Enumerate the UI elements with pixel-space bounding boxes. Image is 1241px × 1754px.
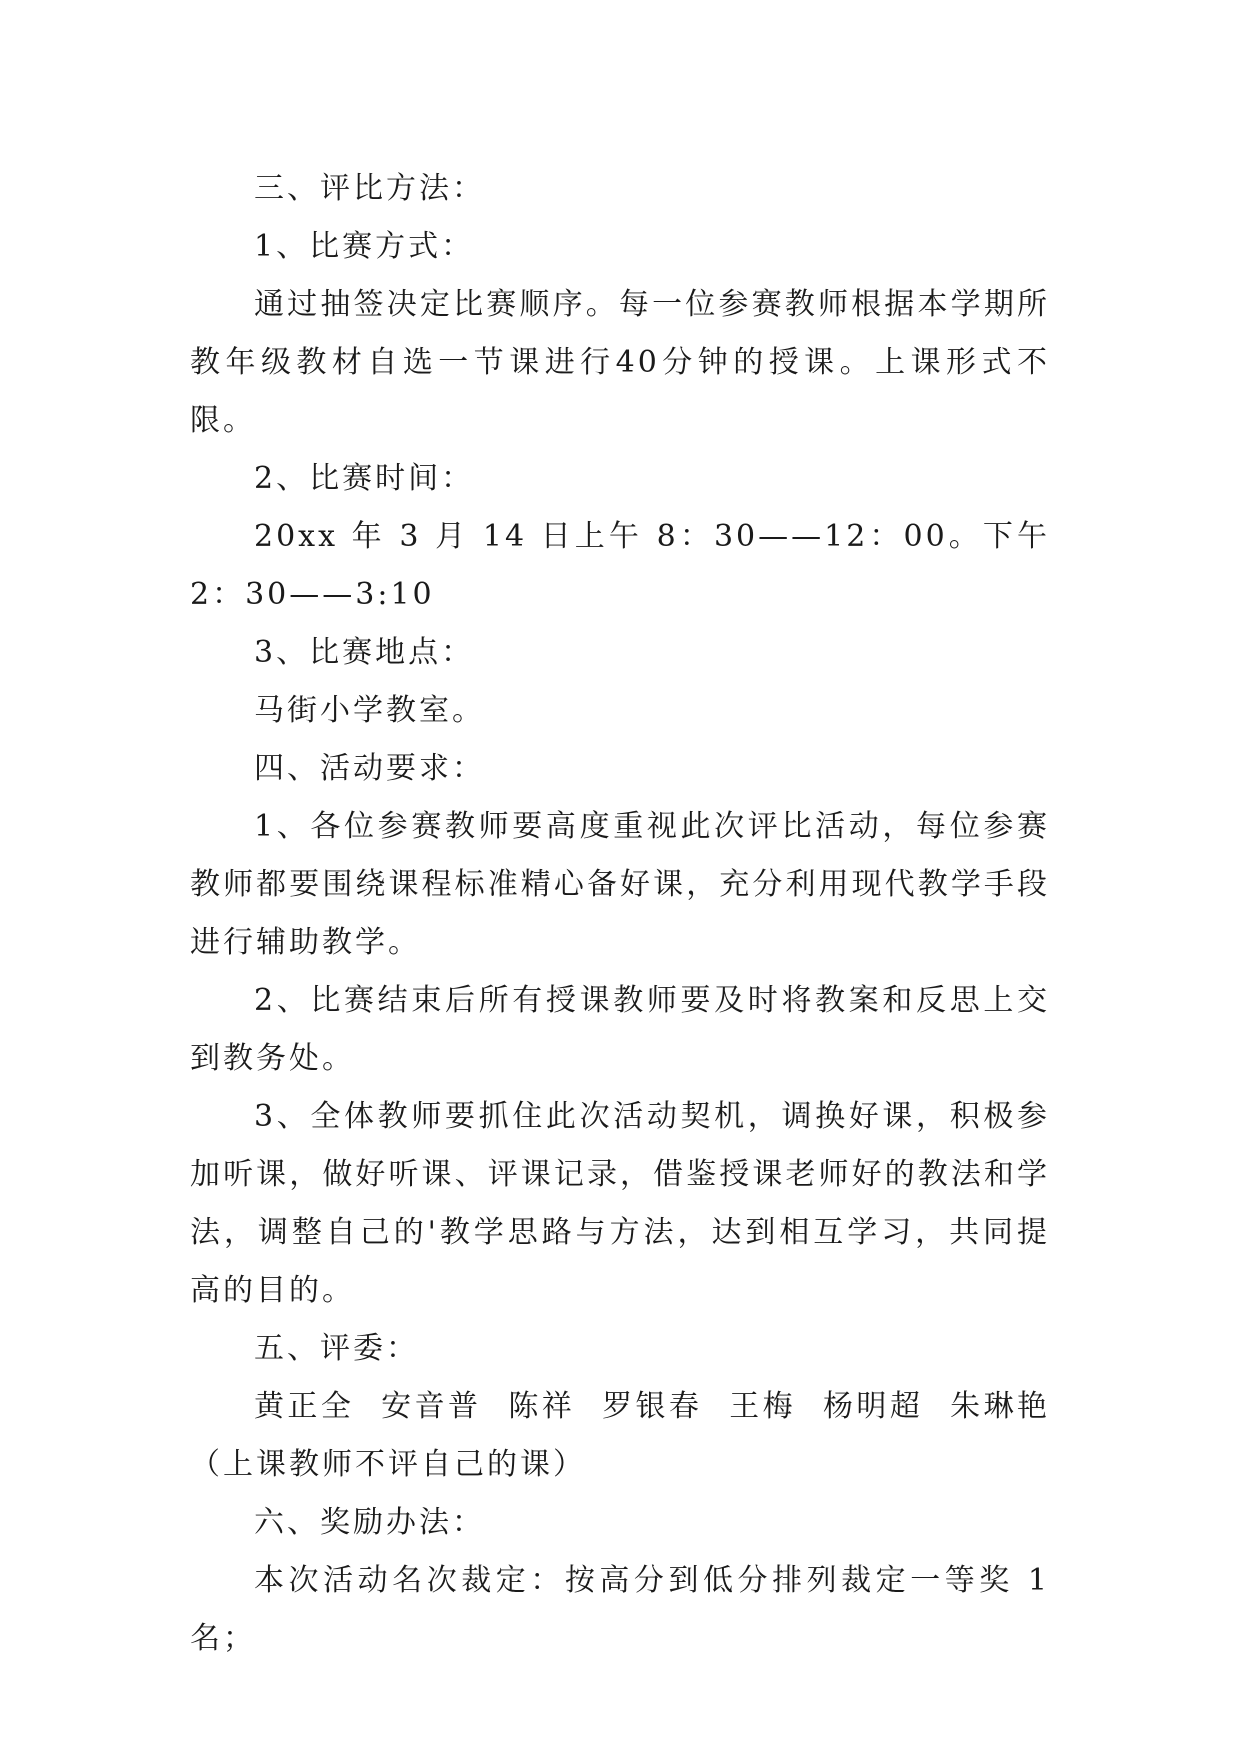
subheading-competition-format: 1、比赛方式： (254, 229, 475, 264)
paragraph-competition-time: 20xx 年 3 月 14 日上午 8：30——12：00。下午 2：30——3:10 (190, 519, 1050, 612)
paragraph-requirement-3: 3、全体教师要抓住此次活动契机，调换好课，积极参加听课，做好听课、评课记录，借鉴授课老师好的教法和学法，调整自己的'教学思路与方法，达到相互学习，共同提高的目的。 (190, 1099, 1050, 1308)
section-heading-judges: 五、评委： (254, 1331, 419, 1366)
paragraph-competition-format: 通过抽签决定比赛顺序。每一位参赛教师根据本学期所教年级教材自选一节课进行40分钟的授课。上课形式不限。 (190, 287, 1050, 438)
paragraph-competition-venue: 马街小学教室。 (254, 693, 485, 728)
paragraph-rewards: 本次活动名次裁定：按高分到低分排列裁定一等奖 1 名； (190, 1563, 1050, 1656)
subheading-competition-venue: 3、比赛地点： (254, 635, 475, 670)
section-heading-activity-requirements: 四、活动要求： (254, 751, 485, 786)
paragraph-requirement-2: 2、比赛结束后所有授课教师要及时将教案和反思上交到教务处。 (190, 983, 1050, 1076)
section-heading-rewards: 六、奖励办法： (254, 1505, 485, 1540)
section-heading-evaluation-method: 三、评比方法： (254, 171, 485, 206)
paragraph-judges-list: 黄正全 安音普 陈祥 罗银春 王梅 杨明超 朱琳艳 （上课教师不评自己的课） (190, 1389, 1050, 1482)
subheading-competition-time: 2、比赛时间： (254, 461, 475, 496)
document-body (190, 160, 1050, 1668)
paragraph-requirement-1: 1、各位参赛教师要高度重视此次评比活动，每位参赛教师都要围绕课程标准精心备好课，充分利用现代教学手段进行辅助教学。 (190, 809, 1050, 960)
